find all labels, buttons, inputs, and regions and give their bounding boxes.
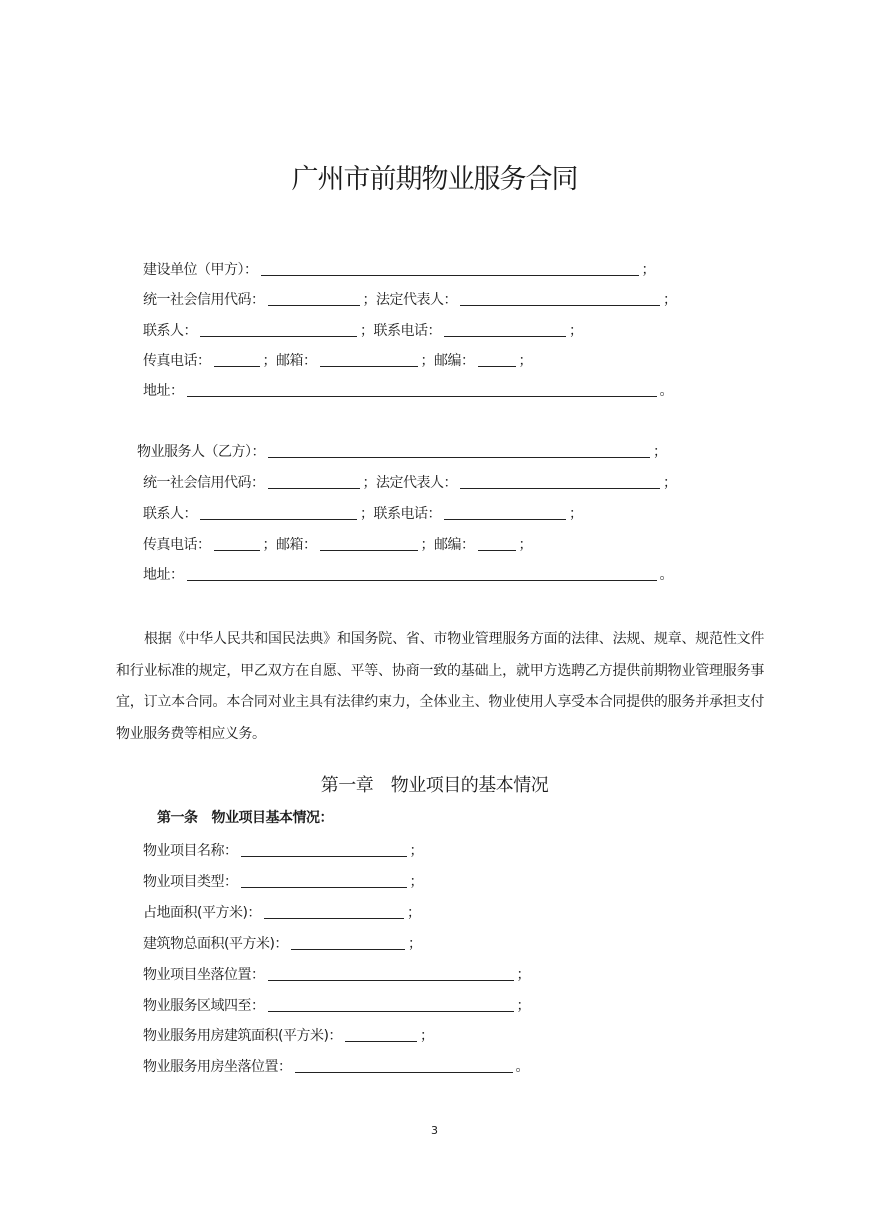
party-a-address-label: 地址： bbox=[143, 383, 184, 399]
party-b-email-label: ；邮箱： bbox=[262, 537, 317, 553]
document-title: 广州市前期物业服务合同 bbox=[291, 164, 578, 195]
party-b-address-row: 地址： 。 bbox=[143, 567, 673, 583]
party-a-credit-row: 统一社会信用代码： ；法定代表人： ； bbox=[143, 292, 677, 308]
party-b-credit-blank[interactable] bbox=[268, 473, 360, 489]
party-b-phone-blank[interactable] bbox=[444, 504, 566, 520]
party-a-address-row: 地址： 。 bbox=[143, 383, 673, 399]
party-a-contact-row: 联系人： ；联系电话： ； bbox=[143, 323, 583, 339]
party-b-credit-row: 统一社会信用代码： ；法定代表人： ； bbox=[143, 475, 677, 491]
article-title: 物业项目基本情况： bbox=[211, 810, 333, 826]
land-area-blank[interactable] bbox=[264, 903, 404, 919]
project-type-blank[interactable] bbox=[241, 872, 407, 888]
party-a-legal-label: ；法定代表人： bbox=[362, 292, 457, 308]
building-area-blank[interactable] bbox=[291, 934, 405, 950]
party-b-email-blank[interactable] bbox=[320, 535, 418, 551]
party-b-contact-row: 联系人： ；联系电话： ； bbox=[143, 506, 583, 522]
party-a-postcode-blank[interactable] bbox=[478, 351, 516, 367]
party-b-fax-row: 传真电话： ；邮箱： ；邮编： ； bbox=[143, 537, 532, 553]
party-b-name-blank[interactable] bbox=[268, 442, 650, 458]
party-a-label: 建设单位（甲方）： bbox=[143, 262, 258, 278]
party-a-fax-label: 传真电话： bbox=[143, 353, 211, 369]
party-a-phone-label: ；联系电话： bbox=[360, 323, 441, 339]
article-heading bbox=[157, 808, 333, 828]
party-a-email-label: ；邮箱： bbox=[262, 353, 317, 369]
field-project-name: 物业项目名称： ； bbox=[143, 843, 423, 859]
party-a-postcode-label: ；邮编： bbox=[420, 353, 475, 369]
party-a-phone-blank[interactable] bbox=[444, 321, 566, 337]
field-building-area: 建筑物总面积(平方米)： ； bbox=[143, 936, 422, 952]
intro-paragraph: 根据《中华人民共和国民法典》和国务院、省、市物业管理服务方面的法律、法规、规章、规范性文件和行业标准的规定，甲乙双方在自愿、平等、协商一致的基础上，就甲方选聘乙方提供前期物业管理服务事宜，订立本合同。本合同对业主具有法律约束力，全体业主、物业使用人享受本合同提供的服务并承担支付物业服务费等相应义务。 bbox=[116, 631, 764, 742]
party-a-credit-label: 统一社会信用代码： bbox=[143, 292, 265, 308]
field-service-room-location: 物业服务用房坐落位置： 。 bbox=[143, 1059, 529, 1075]
service-room-location-blank[interactable] bbox=[295, 1057, 513, 1073]
party-b-legal-blank[interactable] bbox=[460, 473, 660, 489]
party-b-fax-label: 传真电话： bbox=[143, 537, 211, 553]
party-a-fax-blank[interactable] bbox=[214, 351, 260, 367]
party-a-fax-row: 传真电话： ；邮箱： ；邮编： ； bbox=[143, 353, 532, 369]
chapter-title: 第一章 物业项目的基本情况 bbox=[320, 775, 549, 796]
party-b-contact-blank[interactable] bbox=[200, 504, 357, 520]
service-boundaries-blank[interactable] bbox=[268, 996, 514, 1012]
party-b-fax-blank[interactable] bbox=[214, 535, 260, 551]
field-project-location: 物业项目坐落位置： ； bbox=[143, 967, 530, 983]
party-b-contact-label: 联系人： bbox=[143, 506, 197, 522]
party-b-phone-label: ；联系电话： bbox=[360, 506, 441, 522]
party-b-legal-label: ；法定代表人： bbox=[362, 475, 457, 491]
article-number: 第一条 bbox=[157, 810, 198, 826]
party-b-postcode-label: ；邮编： bbox=[420, 537, 475, 553]
party-b-address-blank[interactable] bbox=[187, 565, 657, 581]
project-name-blank[interactable] bbox=[241, 841, 407, 857]
field-land-area: 占地面积(平方米)： ； bbox=[143, 905, 421, 921]
field-service-boundaries: 物业服务区域四至： ； bbox=[143, 998, 530, 1014]
party-a-address-blank[interactable] bbox=[187, 381, 657, 397]
party-b-postcode-blank[interactable] bbox=[478, 535, 516, 551]
field-service-room-area: 物业服务用房建筑面积(平方米)： ； bbox=[143, 1028, 434, 1044]
party-a-email-blank[interactable] bbox=[320, 351, 418, 367]
party-a-contact-label: 联系人： bbox=[143, 323, 197, 339]
field-project-type: 物业项目类型： ； bbox=[143, 874, 423, 890]
project-location-blank[interactable] bbox=[268, 965, 514, 981]
party-b-address-label: 地址： bbox=[143, 567, 184, 583]
party-b-name-row: 物业服务人（乙方）： ； bbox=[137, 444, 667, 460]
party-b-label: 物业服务人（乙方）： bbox=[137, 444, 265, 460]
party-a-contact-blank[interactable] bbox=[200, 321, 357, 337]
party-b-credit-label: 统一社会信用代码： bbox=[143, 475, 265, 491]
party-a-credit-blank[interactable] bbox=[268, 290, 360, 306]
service-room-area-blank[interactable] bbox=[345, 1026, 417, 1042]
party-a-legal-blank[interactable] bbox=[460, 290, 660, 306]
party-a-name-row: 建设单位（甲方）： ； bbox=[143, 262, 655, 278]
party-a-name-blank[interactable] bbox=[261, 260, 639, 276]
page-number: 3 bbox=[431, 1124, 438, 1137]
